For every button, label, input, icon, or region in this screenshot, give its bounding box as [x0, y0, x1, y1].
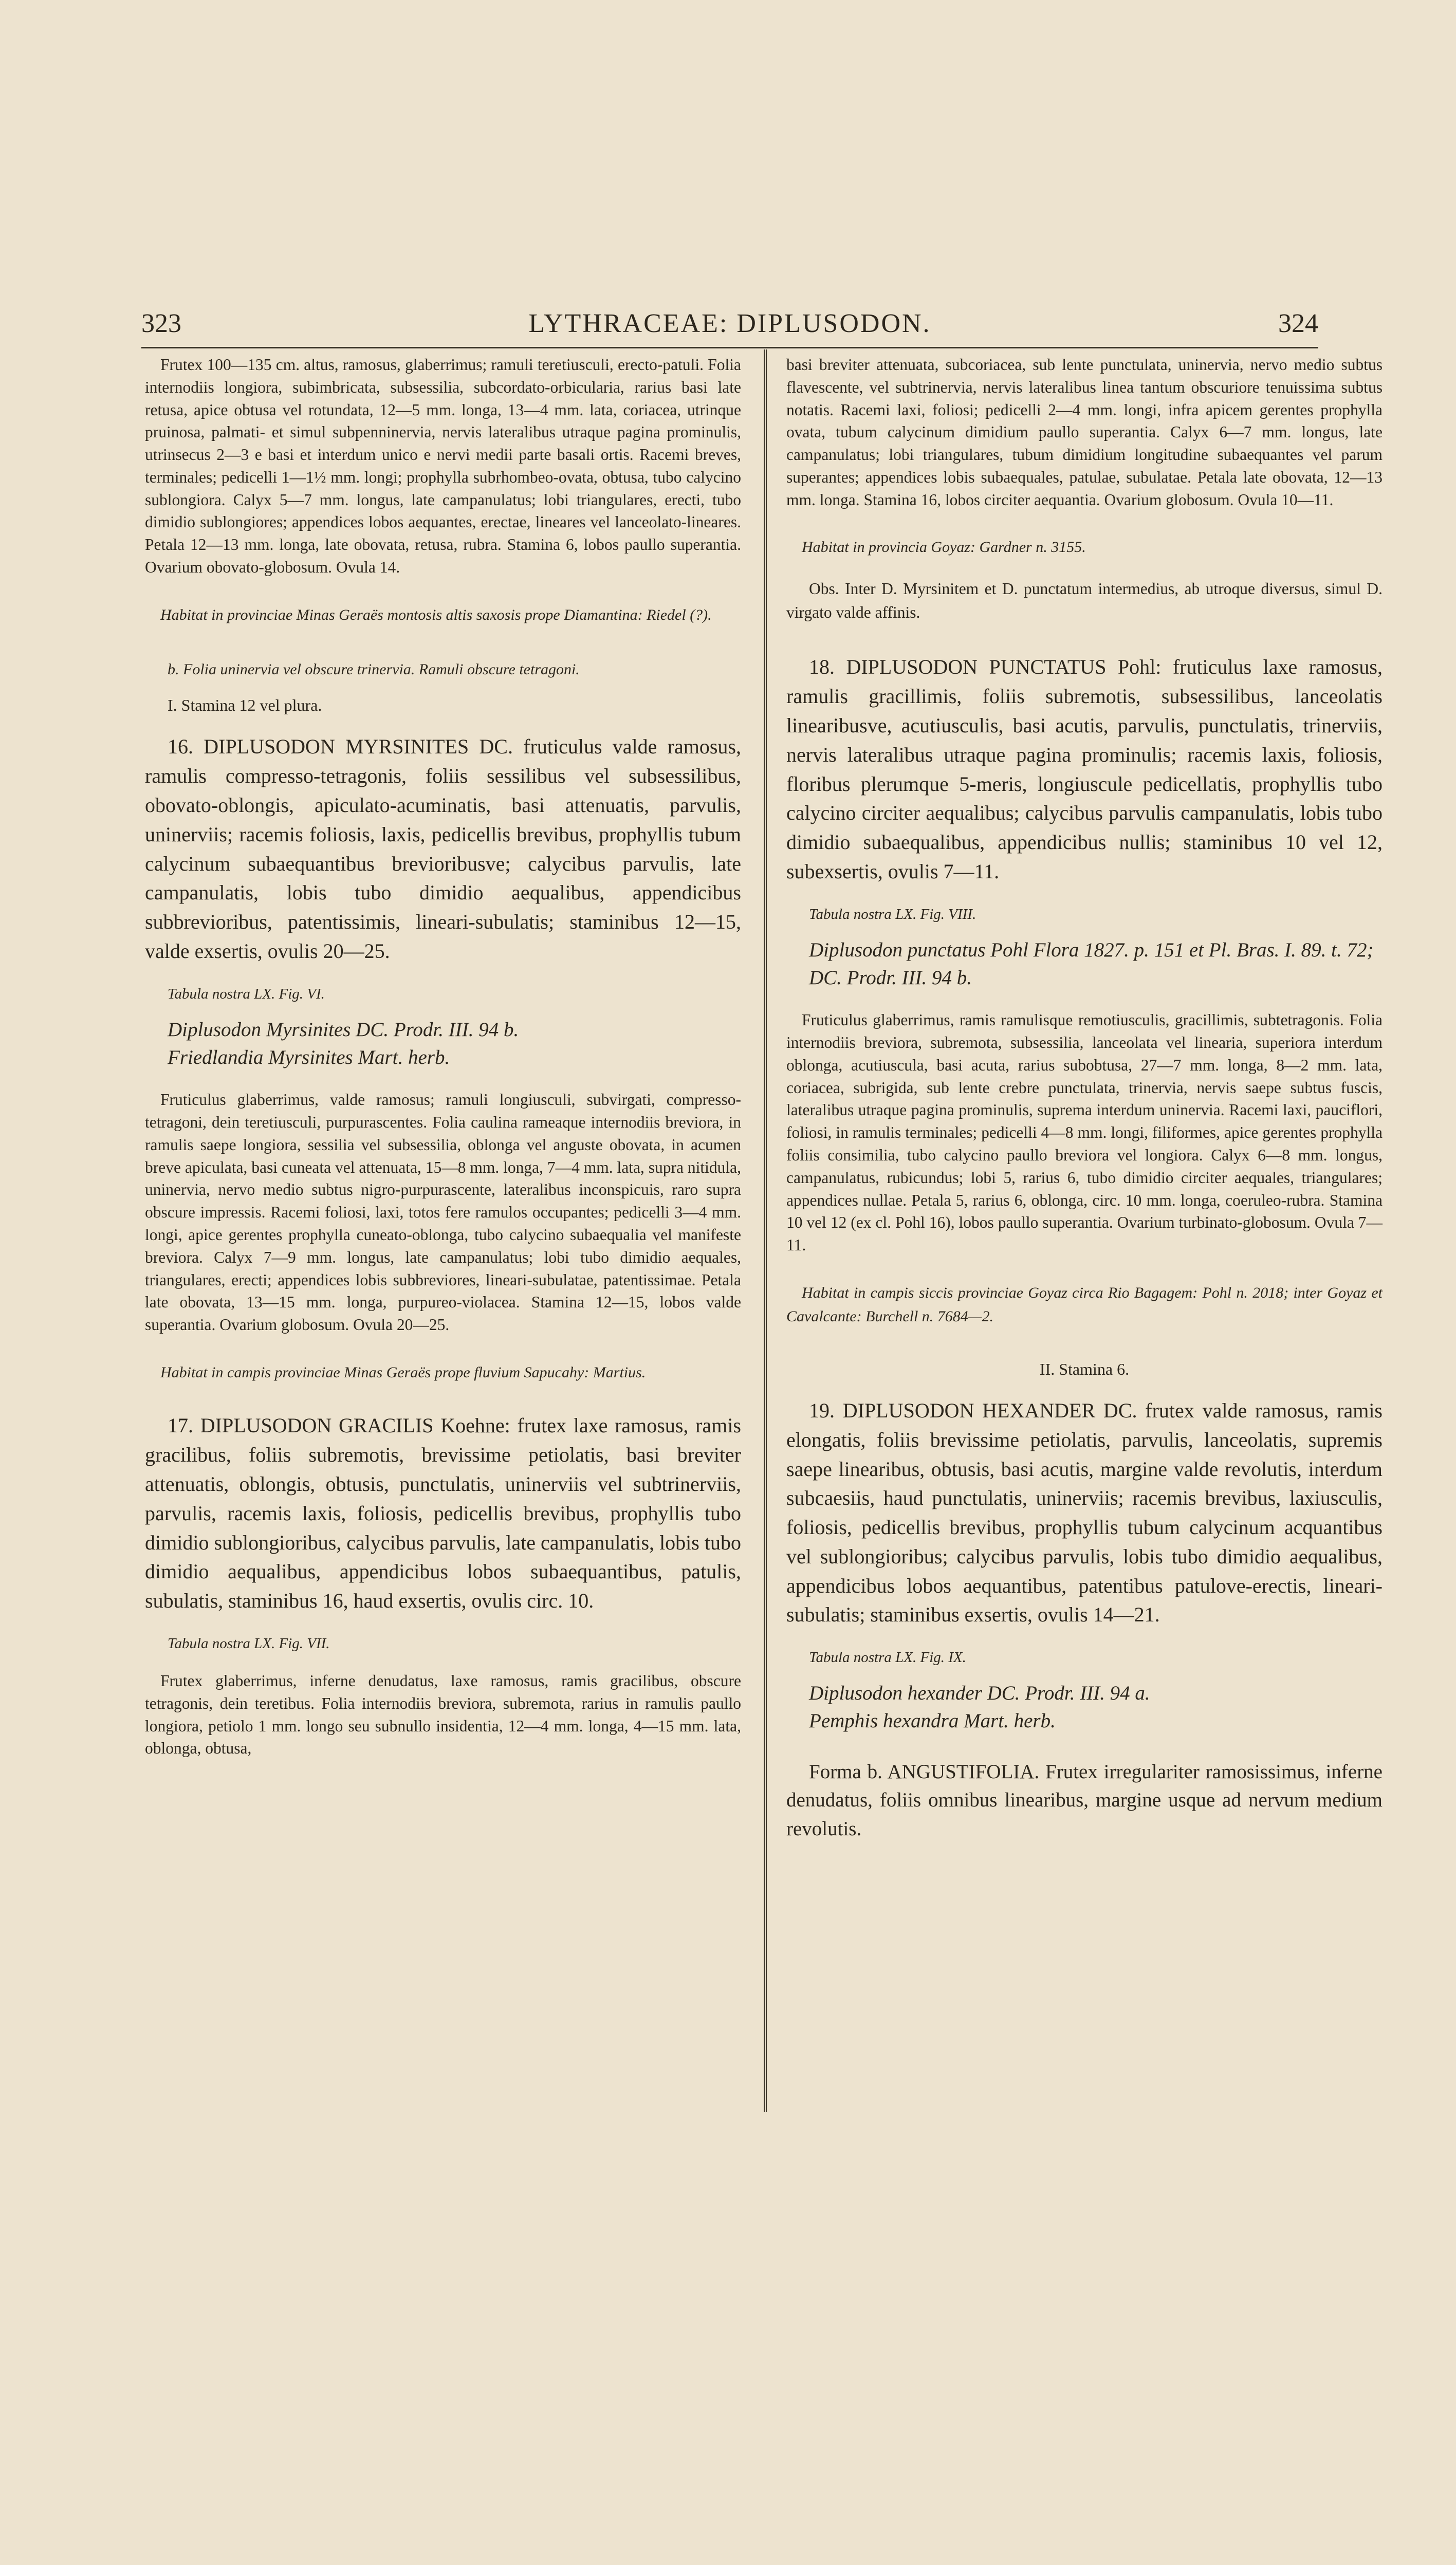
right-column: [786, 354, 1383, 1843]
page-number-right: 324: [1278, 309, 1318, 338]
page-header: [141, 308, 1318, 344]
habitat-note: Habitat in provinciae Minas Geraës montosis altis saxosis prope Diamantina: Riedel (?).: [160, 606, 712, 623]
section-heading: II. Stamina 6.: [1039, 1359, 1130, 1378]
description-17-continued: basi breviter attenuata, subcoriacea, sub lente punctulata, uninervia, nervo medio subtus flavescente, vel subtrinervia, nervis lateralibus linea tantum obscuriore tenuissima subtus notatis. Racemi laxi, foliosi; pedicelli 2—4 mm. longi, infra apicem gerentes prophylla ovata, tubum calycinum dimidium paullo superantia. Calyx 6—7 mm. longus, late campanulatus; lobi triangulares, tubum dimidium longitudine subaequantes vel parum superantes; appendices lobis subaequales, patulae, subulatae. Petala late obovata, 12—13 mm. longa. Stamina 16, lobos circiter aequantia. Ovarium globosum. Ovula 10—11.: [786, 356, 1383, 509]
plate-reference-17: Tabula nostra LX. Fig. VII.: [168, 1635, 330, 1652]
plate-reference-19: Tabula nostra LX. Fig. IX.: [809, 1649, 966, 1666]
species-diagnosis-19: 19. DIPLUSODON HEXANDER DC. frutex valde ramosus, ramis elongatis, foliis brevissime petiolatis, parvulis, lanceolatis, supremis saepe linearibus, obtusis, basi acutis, margine valde revolutis, interdum subcaesiis, haud punctulatis, uninerviis; racemis brevibus, laxiusculis, foliosis, pedicellis brevibus, prophyllis tubum calycinum acquantibus vel sublongioribus; calycibus parvulis, lobis tubo dimidio aequalibus, appendicibus lobos aequantibus, patentibus patulove-erectis, lineari-subulatis; staminibus exsertis, ovulis 14—21.: [786, 1398, 1383, 1627]
habitat-17: Habitat in provincia Goyaz: Gardner n. 3155.: [802, 539, 1086, 556]
description-17: Frutex glaberrimus, inferne denudatus, laxe ramosus, ramis gracilibus, obscure tetragonis, dein teretibus. Folia internodiis breviora, subremota, rarius in ramulis paullo longiora, petiolo 1 mm. longo seu subnullo insidentia, 12—4 mm. longa, 4—15 mm. lata, oblonga, obtusa,: [145, 1671, 741, 1758]
description-16: Fruticulus glaberrimus, valde ramosus; ramuli longiusculi, subvirgati, compresso-tetragoni, dein teretiusculi, purpurascentes. Folia caulina rameaque internodiis breviora, in ramulis saepe longiora, sessilia vel subsessilia, oblonga vel anguste obovata, in acumen breve apiculata, basi cuneata vel attenuata, 15—8 mm. longa, 7—4 mm. lata, supra nitidula, uninervia, nervo medio subtus nigro-purpurascente, lateralibus inconspicuis, raro supra obscure impressis. Racemi foliosi, laxi, totos fere ramulos occupantes; pedicelli 3—4 mm. longi, apice gerentes prophylla cuneato-oblonga, tubo calycino subaequalia vel manifeste breviora. Calyx 7—9 mm. longus, late campanulatus; lobi tubo dimidio aequales, triangulares, erecti; appendices lobis subbreviores, lineari-subulatae, patentissimae. Petala late obovata, 13—15 mm. longa, purpureo-violacea. Stamina 12—15, lobos valde superantia. Ovarium globosum. Ovula 20—25.: [145, 1091, 741, 1334]
column-rule: [764, 349, 767, 2112]
habitat-16: Habitat in campis provinciae Minas Geraës prope fluvium Sapucahy: Martius.: [160, 1363, 646, 1381]
running-title: LYTHRACEAE: DIPLUSODON.: [528, 309, 931, 338]
page-number-left: 323: [141, 309, 181, 338]
subsection-heading: b. Folia uninervia vel obscure trinervia. Ramuli obscure tetragoni.: [168, 661, 580, 678]
section-heading: I. Stamina 12 vel plura.: [168, 696, 322, 715]
description-paragraph: Frutex 100—135 cm. altus, ramosus, glaberrimus; ramuli teretiusculi, erecto-patuli. Folia internodiis longiora, subimbricata, subsessilia, subcordato-orbicularia, rarius basi late retusa, apice obtusa vel rotundata, 12—5 mm. longa, 13—4 mm. lata, coriacea, utrinque pruinosa, palmati- et simul subpenninervia, nervis lateralibus utraque pagina prominulis, utrinsecus 2—3 e basi et interdum unico e nervi medii parte basali ortis. Racemi breves, terminales; pedicelli 1—1½ mm. longi; prophylla subrhombeo-ovata, obtusa, tubo calycino sublongiora. Calyx 5—7 mm. longus, late campanulatus; lobi triangulares, erecti, tubo dimidio sublongiores; appendices lobos aequantes, erectae, lineares vel lanceolato-lineares. Petala 12—13 mm. longa, late obovata, retusa, rubra. Stamina 6, lobos paullo superantia. Ovarium obovato-globosum. Ovula 14.: [145, 356, 741, 577]
left-column: [145, 354, 741, 1760]
observation-17: Obs. Inter D. Myrsinitem et D. punctatum intermedius, ab utroque diversus, simul D. virgato valde affinis.: [786, 579, 1383, 621]
species-diagnosis-17: 17. DIPLUSODON GRACILIS Koehne: frutex laxe ramosus, ramis gracilibus, foliis subremotis, brevissime petiolatis, basi breviter attenuatis, oblongis, obtusis, punctulatis, uninerviis vel subtrinerviis, parvulis, racemis laxis, foliosis, pedicellis brevibus, prophyllis tubo dimidio sublongioribus, calycibus parvulis, late campanulatis, lobis tubo dimidio aequalibus, appendicibus lobos subaequantibus, patulis, subulatis, staminibus 16, haud exsertis, ovulis circ. 10.: [145, 1414, 741, 1613]
description-18: Fruticulus glaberrimus, ramis ramulisque remotiusculis, gracillimis, subtetragonis. Folia internodiis breviora, subremota, subsessilia, lanceolata vel linearia, superiora interdum oblonga, acutiuscula, basi acuta, rarius subobtusa, 27—7 mm. longa, 8—2 mm. lata, coriacea, subrigida, sub lente crebre punctulata, trinervia, nervis saepe subtus fuscis, lateralibus utraque pagina prominulis, suprema interdum uninervia. Racemi laxi, pauciflori, foliosi, in ramulis terminales; pedicelli 4—8 mm. longi, filiformes, apice gerentes prophylla foliis consimilia, tubo calycino paullo breviora vel longiora. Calyx 6—8 mm. longus, campanulatus, rubicundus; lobi 5, rarius 6, tubo dimidio circiter aequales, triangulares; appendices nullae. Petala 5, rarius 6, oblonga, circ. 10 mm. longa, coeruleo-rubra. Stamina 10 vel 12 (ex cl. Pohl 16), lobos paullo superantia. Ovarium turbinato-globosum. Ovula 7—11.: [786, 1011, 1383, 1254]
header-rule: [141, 347, 1318, 348]
synonymy-19: Diplusodon hexander DC. Prodr. III. 94 a. Pemphis hexandra Mart. herb.: [809, 1682, 1150, 1732]
habitat-18: Habitat in campis siccis provinciae Goyaz circa Rio Bagagem: Pohl n. 2018; inter Goyaz et Cavalcante: Burchell n. 7684—2.: [786, 1284, 1383, 1325]
plate-reference-18: Tabula nostra LX. Fig. VIII.: [809, 906, 976, 922]
synonymy-18: Diplusodon punctatus Pohl Flora 1827. p. 151 et Pl. Bras. I. 89. t. 72; DC. Prodr. III. 94 b.: [809, 938, 1374, 989]
species-diagnosis-18: 18. DIPLUSODON PUNCTATUS Pohl: fruticulus laxe ramosus, ramulis gracillimis, foliis subremotis, subsessilibus, lanceolatis linearibusve, acutiusculis, basi acutis, parvulis, punctulatis, trinerviis, nervis lateralibus utraque pagina prominulis; racemis laxis, foliosis, floribus plerumque 5-meris, longiuscule pedicellatis, prophyllis tubo calycino circiter aequalibus; calycibus parvulis campanulatis, lobis tubo dimidio subaequalibus, appendicibus nullis; staminibus 10 vel 12, subexsertis, ovulis 7—11.: [786, 655, 1383, 883]
synonymy-16: Diplusodon Myrsinites DC. Prodr. III. 94 b. Friedlandia Myrsinites Mart. herb.: [168, 1018, 519, 1068]
species-diagnosis-16: 16. DIPLUSODON MYRSINITES DC. fruticulus valde ramosus, ramulis compresso-tetragonis, foliis sessilibus vel subsessilibus, obovato-oblongis, apiculato-acuminatis, basi attenuatis, parvulis, uninerviis; racemis foliosis, laxis, pedicellis brevibus, prophyllis tubum calycinum subaequantibus brevioribusve; calycibus parvulis, late campanulatis, lobis tubo dimidio aequalibus, appendicibus subbrevioribus, patentissimis, lineari-subulatis; staminibus 12—15, valde exsertis, ovulis 20—25.: [145, 735, 741, 963]
plate-reference-16: Tabula nostra LX. Fig. VI.: [168, 985, 325, 1002]
forma-paragraph: Forma b. ANGUSTIFOLIA. Frutex irregulariter ramosissimus, inferne denudatus, foliis omnibus linearibus, margine usque ad nervum medium revolutis.: [786, 1760, 1383, 1840]
